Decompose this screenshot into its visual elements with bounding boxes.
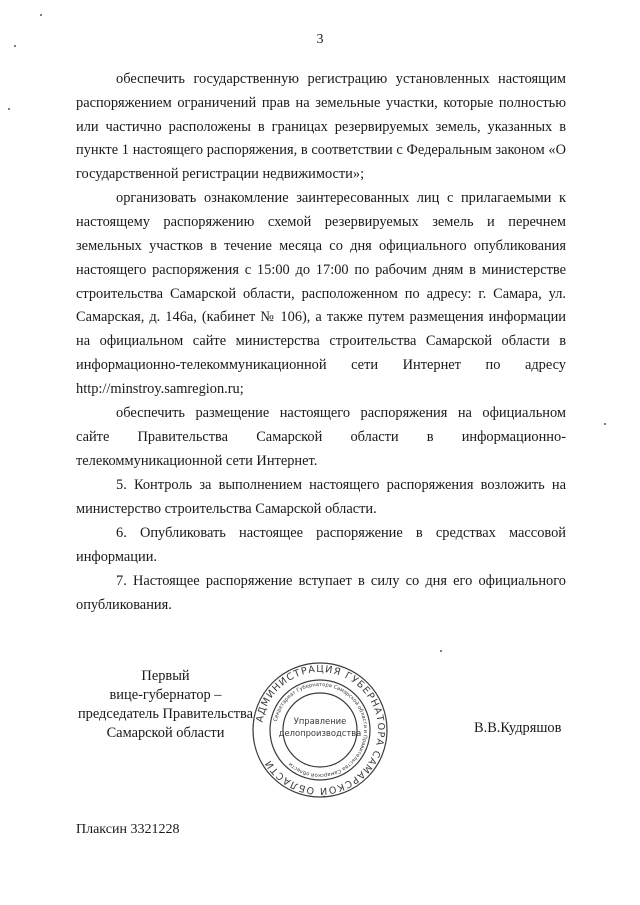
signatory-name: В.В.Кудряшов bbox=[474, 720, 562, 736]
signatory-title-line: вице-губернатор – bbox=[109, 687, 222, 703]
signatory-title-line: председатель Правительства bbox=[77, 706, 254, 722]
scan-speck bbox=[604, 423, 606, 425]
stamp-outer-text: АДМИНИСТРАЦИЯ ГУБЕРНАТОРА САМАРСКОЙ ОБЛАСТИ bbox=[254, 663, 387, 797]
paragraph-item-5: 5. Контроль за выполнением настоящего распоряжения возложить на министерство строительства Самарской области. bbox=[76, 477, 566, 517]
stamp-center-line: Управление bbox=[293, 716, 347, 726]
paragraph-publication-site: обеспечить размещение настоящего распоряжения на официальном сайте Правительства Самарской области в информационно-телекоммуникационной сети Интернет. bbox=[76, 405, 566, 469]
paragraph-familiarization: организовать ознакомление заинтересованных лиц с прилагаемыми к настоящему распоряжению схемой резервируемых земель и перечнем земельных участков в течение месяца со дня официального опубликования настоящего распоряжения с 15:00 до 17:00 по рабочим дням в министерстве строительства Самарской области, расположенном по адресу: г. Самара, ул. Самарская, д. 146а, (кабинет № 106), а также путем размещения информации на официальном сайте министерства строительства Самарской области в информационно-телекоммуникационной сети Интернет по адресу http://minstroy.samregion.ru; bbox=[76, 190, 566, 397]
scan-speck bbox=[14, 45, 16, 47]
stamp-inner-text: Секретариат Губернатора Самарской области и Правительства Самарской области bbox=[272, 681, 369, 779]
official-stamp bbox=[250, 660, 390, 800]
document-body bbox=[76, 68, 566, 618]
signatory-title-line: Первый bbox=[141, 668, 190, 684]
stamp-center-line: делопроизводства bbox=[278, 728, 362, 738]
scan-speck bbox=[8, 108, 10, 110]
executor-info: Плаксин 3321228 bbox=[76, 822, 180, 837]
signatory-title bbox=[58, 667, 273, 743]
paragraph-item-6: 6. Опубликовать настоящее распоряжение в средствах массовой информации. bbox=[76, 525, 566, 565]
scan-speck bbox=[440, 650, 442, 652]
page-number: 3 bbox=[316, 32, 324, 47]
scan-speck bbox=[40, 14, 42, 16]
paragraph-item-7: 7. Настоящее распоряжение вступает в силу со дня его официального опубликования. bbox=[76, 573, 566, 614]
signatory-title-line: Самарской области bbox=[106, 725, 225, 741]
paragraph-registration: обеспечить государственную регистрацию установленных настоящим распоряжением ограничений прав на земельные участки, которые полностью или частично расположены в границах резервируемых земель, указанных в пункте 1 настоящего распоряжения, в соответствии с Федеральным законом «О государственной регистрации недвижимости»; bbox=[76, 71, 566, 183]
